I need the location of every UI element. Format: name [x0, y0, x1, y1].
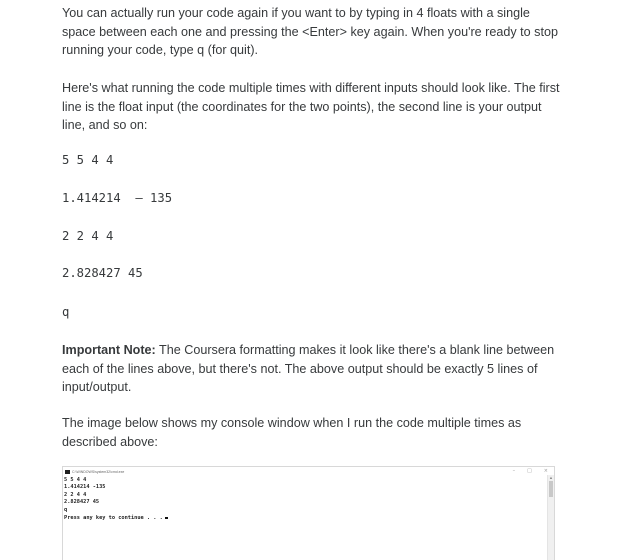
code-line-output-2: 2.828427 45 [62, 266, 143, 280]
console-line: 1.414214 -135 [64, 484, 106, 491]
console-window-screenshot [62, 466, 555, 560]
important-note-text: The Coursera formatting makes it look like there's a blank line between each of the lines above, but there's not. The above output should be exactly 5 lines of input/output. [62, 343, 555, 395]
instructions-paragraph-example: Here's what running the code multiple times with different inputs should look like. The first line is the float input (the coordinates for the two points), the second line is your output line, and so on: [62, 81, 560, 133]
console-line: 2.828427 45 [64, 499, 100, 506]
instructions-paragraph-rerun: You can actually run your code again if you want to by typing in 4 floats with a single space between each one and pressing the <Enter> key again. When you're ready to stop running your code, type q (for quit). [62, 6, 558, 58]
close-icon: × [543, 468, 548, 474]
console-scrollbar [547, 475, 554, 560]
minimize-icon: – [512, 468, 516, 474]
console-titlebar [63, 467, 554, 477]
console-output [64, 477, 168, 522]
code-line-input-2: 2 2 4 4 [62, 229, 114, 243]
code-line-output-1: 1.414214 – 135 [62, 191, 173, 205]
console-line: 2 2 4 4 [64, 491, 87, 498]
console-window-controls [513, 468, 548, 474]
console-line: 5 5 4 4 [64, 477, 87, 483]
console-window-title: C:\WINDOWS\system32\cmd.exe [72, 470, 125, 474]
scroll-up-arrow-icon: ▲ [549, 475, 553, 480]
console-line-prompt [64, 515, 168, 522]
console-app-icon [65, 470, 70, 474]
console-line: q [64, 506, 68, 513]
console-press-key-text: Press any key to continue . . . [64, 515, 163, 522]
maximize-icon: □ [527, 468, 532, 474]
code-line-quit: q [62, 305, 70, 319]
code-line-input-1: 5 5 4 4 [62, 153, 114, 167]
important-note-paragraph [62, 341, 562, 397]
console-scroll-thumb [549, 481, 553, 497]
console-description-paragraph: The image below shows my console window when I run the code multiple times as described above: [62, 416, 522, 449]
console-cursor [165, 517, 168, 519]
important-note-label: Important Note: [62, 343, 156, 357]
